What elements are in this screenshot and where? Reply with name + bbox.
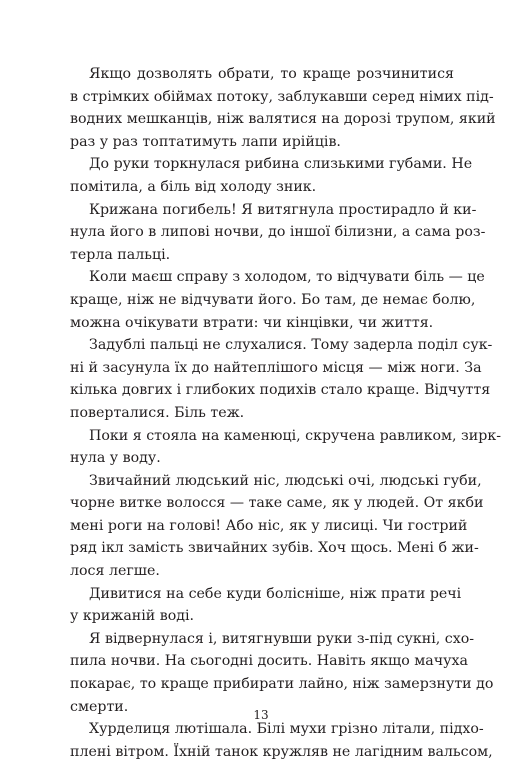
text-line: у крижаній воді. xyxy=(70,608,195,625)
text-line: Хурделиця лютішала. Білі мухи грізно літали, підхо- xyxy=(89,721,484,738)
text-line: в стрімких обіймах потоку, заблукавши серед німих під- xyxy=(70,88,494,105)
body-text xyxy=(70,63,501,763)
text-line: раз у раз топтатимуть лапи ирійців. xyxy=(70,133,341,150)
paragraph xyxy=(70,470,484,583)
text-line: можна очікувати втрати: чи кінцівки, чи життя. xyxy=(70,314,434,331)
paragraph xyxy=(70,718,493,763)
text-line: Якщо дозволять обрати, то краще розчинитися xyxy=(89,66,454,82)
text-line: Задублі пальці не слухалися. Тому задерла поділ сук- xyxy=(89,337,493,354)
text-line: До руки торкнулася рибина слизькими губами. Не xyxy=(89,156,473,173)
paragraph xyxy=(70,425,501,470)
text-line: ряд ікл замість звичайних зубів. Хоч щось. Мені б жи- xyxy=(70,540,479,557)
text-line: Звичайний людський ніс, людські очі, людські губи, xyxy=(89,472,482,489)
text-line: покарає, то краще прибирати лайно, ніж замерзнути до xyxy=(70,676,494,693)
text-line: лося легше. xyxy=(70,563,160,580)
paragraph xyxy=(70,153,473,198)
text-line: пила ночви. На сьогодні досить. Навіть якщо мачуха xyxy=(70,653,468,670)
text-line: Поки я стояла на каменюці, скручена равликом, зирк- xyxy=(89,427,501,444)
paragraph xyxy=(70,266,485,334)
text-line: Коли маєш справу з холодом, то відчувати біль — це xyxy=(89,269,485,286)
text-line: кілька довгих і глибоких подихів стало краще. Відчуття xyxy=(70,382,491,399)
paragraph xyxy=(70,334,493,424)
paragraph xyxy=(70,628,494,718)
text-line: Дивитися на себе куди болісніше, ніж прати речі xyxy=(89,585,462,602)
text-line: Я відвернулася і, витягнувши руки з-під сукні, схо- xyxy=(89,630,475,647)
text-line: мені роги на голові! Або ніс, як у лисиці. Чи гострий xyxy=(70,517,468,534)
text-line: водних мешканців, ніж валятися на дорозі трупом, який xyxy=(70,111,496,128)
text-line: помітила, а біль від холоду зник. xyxy=(70,178,317,195)
text-line: нула у воду. xyxy=(70,450,161,467)
text-line: Крижана погибель! Я витягнула простирадло й ки- xyxy=(89,201,477,218)
text-line: смерти. xyxy=(70,698,129,715)
text-line: поверталися. Біль теж. xyxy=(70,404,245,421)
text-line: чорне витке волосся — таке саме, як у людей. От якби xyxy=(70,495,484,512)
paragraph xyxy=(70,583,462,628)
text-line: ні й засунула їх до найтеплішого місця — між ноги. За xyxy=(70,359,482,376)
text-line: краще, ніж не відчувати його. Бо там, де немає болю, xyxy=(70,291,476,308)
page-number: 13 xyxy=(253,708,269,722)
text-line: терла пальці. xyxy=(70,246,171,263)
paragraph xyxy=(70,63,496,153)
text-line: плені вітром. Їхній танок кружляв не лагідним вальсом, xyxy=(70,743,493,760)
paragraph xyxy=(70,199,486,267)
text-line: нула його в липові ночви, до іншої білизни, а сама роз- xyxy=(70,224,486,241)
